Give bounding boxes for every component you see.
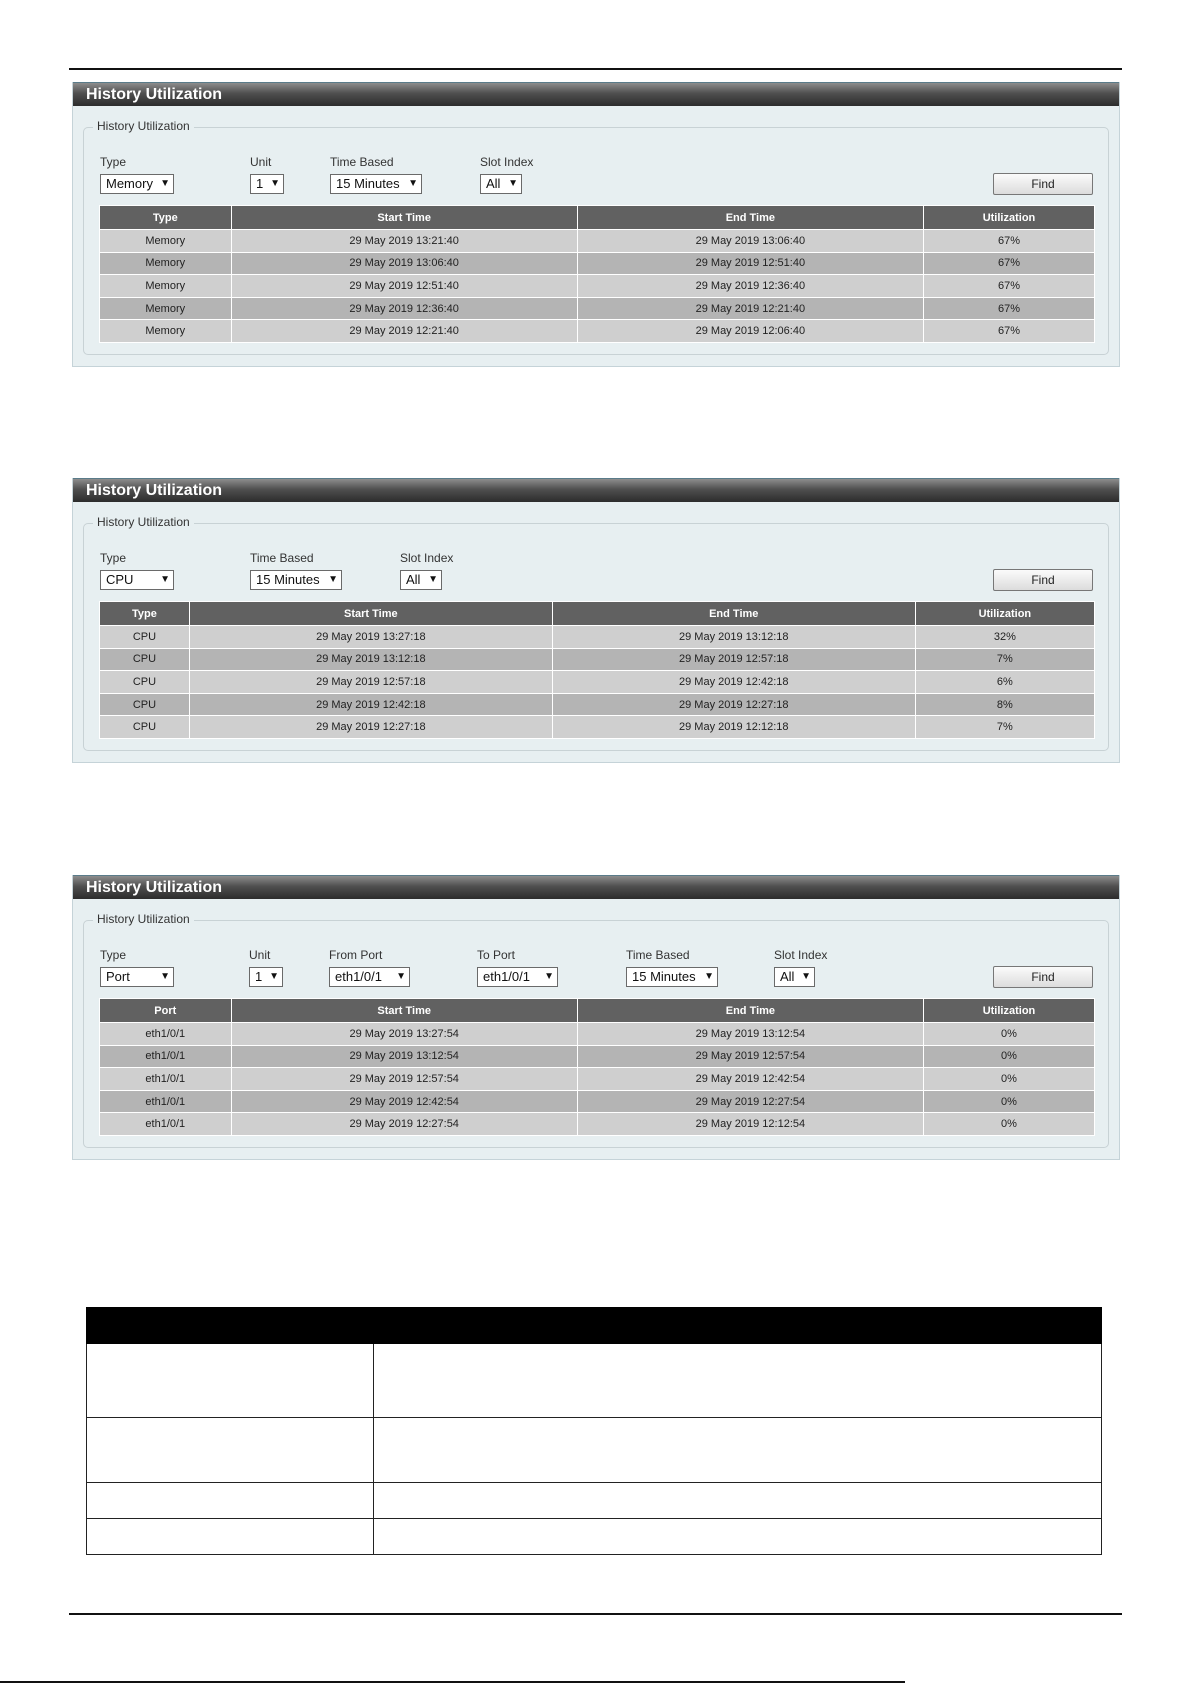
cell-utilization: 7% xyxy=(915,716,1094,739)
table-row xyxy=(100,1113,1095,1136)
table-row xyxy=(100,252,1095,275)
time-based-select-value: 15 Minutes xyxy=(336,176,400,191)
type-select[interactable] xyxy=(100,174,174,194)
col-header-type: Type xyxy=(100,602,190,626)
cell-type: Memory xyxy=(100,275,232,298)
top-rule xyxy=(69,68,1122,70)
type-select-value: Memory xyxy=(106,176,153,191)
col-header-type: Type xyxy=(100,206,232,230)
parameter-description-table xyxy=(86,1307,1102,1555)
footer-rule xyxy=(0,1681,905,1683)
cell-utilization: 8% xyxy=(915,693,1094,716)
to-port-label: To Port xyxy=(477,948,516,962)
slot-index-label: Slot Index xyxy=(400,551,454,565)
cell-utilization: 67% xyxy=(923,275,1094,298)
find-button[interactable]: Find xyxy=(993,173,1093,195)
table-row xyxy=(87,1344,1102,1418)
table-row xyxy=(100,626,1095,649)
unit-select-value: 1 xyxy=(256,176,264,191)
fieldset-legend: History Utilization xyxy=(93,515,194,529)
table-row xyxy=(100,230,1095,253)
cell-end-time: 29 May 2019 13:12:18 xyxy=(552,626,915,649)
panel-title: History Utilization xyxy=(73,82,1119,106)
cell-type: CPU xyxy=(100,626,190,649)
utilization-table xyxy=(99,601,1095,739)
cell-type: Memory xyxy=(100,230,232,253)
table-row xyxy=(87,1483,1102,1519)
slot-index-label: Slot Index xyxy=(480,155,534,169)
table-header-row xyxy=(87,1308,1102,1344)
cell-start-time: 29 May 2019 13:12:18 xyxy=(189,648,552,671)
table-row xyxy=(87,1418,1102,1483)
cell-end-time: 29 May 2019 12:36:40 xyxy=(577,275,923,298)
cell-type: Memory xyxy=(100,320,232,343)
table-row xyxy=(100,648,1095,671)
find-button[interactable]: Find xyxy=(993,569,1093,591)
cell-utilization: 67% xyxy=(923,252,1094,275)
table-row xyxy=(100,1045,1095,1068)
cell-start-time: 29 May 2019 13:27:54 xyxy=(231,1023,577,1046)
chevron-down-icon: ▼ xyxy=(160,971,170,982)
cell-start-time: 29 May 2019 12:27:54 xyxy=(231,1113,577,1136)
table-row xyxy=(100,320,1095,343)
time-based-label: Time Based xyxy=(250,551,314,565)
cell-utilization: 6% xyxy=(915,671,1094,694)
chevron-down-icon: ▼ xyxy=(704,971,714,982)
table-header-row xyxy=(100,999,1095,1023)
cell-port: eth1/0/1 xyxy=(100,1045,232,1068)
table-row xyxy=(100,275,1095,298)
cell-end-time: 29 May 2019 13:06:40 xyxy=(577,230,923,253)
chevron-down-icon: ▼ xyxy=(160,178,170,189)
unit-select-value: 1 xyxy=(255,969,263,984)
table-row xyxy=(100,1090,1095,1113)
cell-port: eth1/0/1 xyxy=(100,1090,232,1113)
find-button[interactable]: Find xyxy=(993,966,1093,988)
time-based-label: Time Based xyxy=(626,948,690,962)
from-port-select[interactable] xyxy=(329,967,410,987)
chevron-down-icon: ▼ xyxy=(328,574,338,585)
cell-end-time: 29 May 2019 12:57:18 xyxy=(552,648,915,671)
cell-start-time: 29 May 2019 12:57:18 xyxy=(189,671,552,694)
chevron-down-icon: ▼ xyxy=(270,178,280,189)
desc-header-cell xyxy=(87,1308,374,1344)
desc-header-cell xyxy=(374,1308,1102,1344)
table-row xyxy=(100,1023,1095,1046)
desc-cell xyxy=(87,1418,374,1483)
cell-type: CPU xyxy=(100,671,190,694)
cell-end-time: 29 May 2019 12:27:54 xyxy=(577,1090,923,1113)
chevron-down-icon: ▼ xyxy=(269,971,279,982)
type-select[interactable] xyxy=(100,570,174,590)
type-label: Type xyxy=(100,948,127,962)
cell-start-time: 29 May 2019 12:57:54 xyxy=(231,1068,577,1091)
cell-end-time: 29 May 2019 12:42:18 xyxy=(552,671,915,694)
col-header-utilization: Utilization xyxy=(915,602,1094,626)
cell-type: Memory xyxy=(100,297,232,320)
col-header-utilization: Utilization xyxy=(923,999,1094,1023)
cell-end-time: 29 May 2019 12:06:40 xyxy=(577,320,923,343)
col-header-start-time: Start Time xyxy=(189,602,552,626)
cell-utilization: 7% xyxy=(915,648,1094,671)
col-header-end-time: End Time xyxy=(552,602,915,626)
cell-start-time: 29 May 2019 12:27:18 xyxy=(189,716,552,739)
slot-index-select-value: All xyxy=(780,969,795,984)
unit-select[interactable] xyxy=(249,967,283,987)
slot-index-select-value: All xyxy=(406,572,421,587)
desc-cell xyxy=(87,1519,374,1555)
bottom-rule xyxy=(69,1613,1122,1615)
from-port-label: From Port xyxy=(329,948,383,962)
table-row xyxy=(87,1519,1102,1555)
cell-utilization: 32% xyxy=(915,626,1094,649)
cell-start-time: 29 May 2019 13:21:40 xyxy=(231,230,577,253)
cell-type: CPU xyxy=(100,716,190,739)
type-label: Type xyxy=(100,155,127,169)
unit-label: Unit xyxy=(250,155,272,169)
col-header-end-time: End Time xyxy=(577,206,923,230)
cell-start-time: 29 May 2019 12:42:54 xyxy=(231,1090,577,1113)
table-row xyxy=(100,716,1095,739)
chevron-down-icon: ▼ xyxy=(428,574,438,585)
cell-utilization: 0% xyxy=(923,1045,1094,1068)
cell-utilization: 67% xyxy=(923,230,1094,253)
table-row xyxy=(100,693,1095,716)
type-select-value: Port xyxy=(106,969,130,984)
col-header-utilization: Utilization xyxy=(923,206,1094,230)
panel-title: History Utilization xyxy=(73,875,1119,899)
desc-cell xyxy=(87,1344,374,1418)
cell-end-time: 29 May 2019 12:42:54 xyxy=(577,1068,923,1091)
chevron-down-icon: ▼ xyxy=(408,178,418,189)
time-based-select[interactable] xyxy=(626,967,718,987)
cell-port: eth1/0/1 xyxy=(100,1068,232,1091)
desc-cell xyxy=(87,1483,374,1519)
slot-index-select-value: All xyxy=(486,176,501,191)
cell-end-time: 29 May 2019 13:12:54 xyxy=(577,1023,923,1046)
col-header-port: Port xyxy=(100,999,232,1023)
col-header-start-time: Start Time xyxy=(231,999,577,1023)
table-row xyxy=(100,297,1095,320)
cell-end-time: 29 May 2019 12:51:40 xyxy=(577,252,923,275)
slot-index-select[interactable] xyxy=(480,174,522,194)
time-based-select[interactable] xyxy=(330,174,422,194)
to-port-select[interactable] xyxy=(477,967,558,987)
chevron-down-icon: ▼ xyxy=(801,971,811,982)
time-based-select-value: 15 Minutes xyxy=(256,572,320,587)
slot-index-select[interactable] xyxy=(774,967,815,987)
cell-end-time: 29 May 2019 12:21:40 xyxy=(577,297,923,320)
cell-start-time: 29 May 2019 13:06:40 xyxy=(231,252,577,275)
chevron-down-icon: ▼ xyxy=(544,971,554,982)
cell-start-time: 29 May 2019 12:21:40 xyxy=(231,320,577,343)
panel-title: History Utilization xyxy=(73,478,1119,502)
desc-cell xyxy=(374,1483,1102,1519)
cell-utilization: 0% xyxy=(923,1068,1094,1091)
cell-port: eth1/0/1 xyxy=(100,1113,232,1136)
cell-end-time: 29 May 2019 12:57:54 xyxy=(577,1045,923,1068)
type-label: Type xyxy=(100,551,127,565)
chevron-down-icon: ▼ xyxy=(160,574,170,585)
cell-end-time: 29 May 2019 12:12:54 xyxy=(577,1113,923,1136)
table-row xyxy=(100,671,1095,694)
chevron-down-icon: ▼ xyxy=(396,971,406,982)
table-header-row xyxy=(100,602,1095,626)
time-based-select-value: 15 Minutes xyxy=(632,969,696,984)
unit-select[interactable] xyxy=(250,174,284,194)
chevron-down-icon: ▼ xyxy=(508,178,518,189)
cell-utilization: 67% xyxy=(923,297,1094,320)
from-port-select-value: eth1/0/1 xyxy=(335,969,382,984)
slot-index-select[interactable] xyxy=(400,570,442,590)
cell-utilization: 67% xyxy=(923,320,1094,343)
col-header-end-time: End Time xyxy=(577,999,923,1023)
type-select[interactable] xyxy=(100,967,174,987)
table-row xyxy=(100,1068,1095,1091)
cell-port: eth1/0/1 xyxy=(100,1023,232,1046)
utilization-table xyxy=(99,205,1095,343)
time-based-label: Time Based xyxy=(330,155,394,169)
cell-start-time: 29 May 2019 12:42:18 xyxy=(189,693,552,716)
fieldset-legend: History Utilization xyxy=(93,912,194,926)
table-header-row xyxy=(100,206,1095,230)
history-utilization-panel-cpu xyxy=(72,478,1120,763)
history-utilization-panel-memory xyxy=(72,82,1120,367)
desc-cell xyxy=(374,1344,1102,1418)
desc-cell xyxy=(374,1418,1102,1483)
slot-index-label: Slot Index xyxy=(774,948,828,962)
cell-start-time: 29 May 2019 12:51:40 xyxy=(231,275,577,298)
history-utilization-panel-port xyxy=(72,875,1120,1160)
cell-start-time: 29 May 2019 13:12:54 xyxy=(231,1045,577,1068)
cell-end-time: 29 May 2019 12:12:18 xyxy=(552,716,915,739)
cell-end-time: 29 May 2019 12:27:18 xyxy=(552,693,915,716)
cell-type: CPU xyxy=(100,648,190,671)
type-select-value: CPU xyxy=(106,572,134,587)
unit-label: Unit xyxy=(249,948,271,962)
fieldset-legend: History Utilization xyxy=(93,119,194,133)
cell-utilization: 0% xyxy=(923,1113,1094,1136)
cell-start-time: 29 May 2019 13:27:18 xyxy=(189,626,552,649)
cell-type: Memory xyxy=(100,252,232,275)
desc-cell xyxy=(374,1519,1102,1555)
utilization-table xyxy=(99,998,1095,1136)
col-header-start-time: Start Time xyxy=(231,206,577,230)
time-based-select[interactable] xyxy=(250,570,342,590)
cell-type: CPU xyxy=(100,693,190,716)
cell-utilization: 0% xyxy=(923,1023,1094,1046)
to-port-select-value: eth1/0/1 xyxy=(483,969,530,984)
cell-utilization: 0% xyxy=(923,1090,1094,1113)
cell-start-time: 29 May 2019 12:36:40 xyxy=(231,297,577,320)
